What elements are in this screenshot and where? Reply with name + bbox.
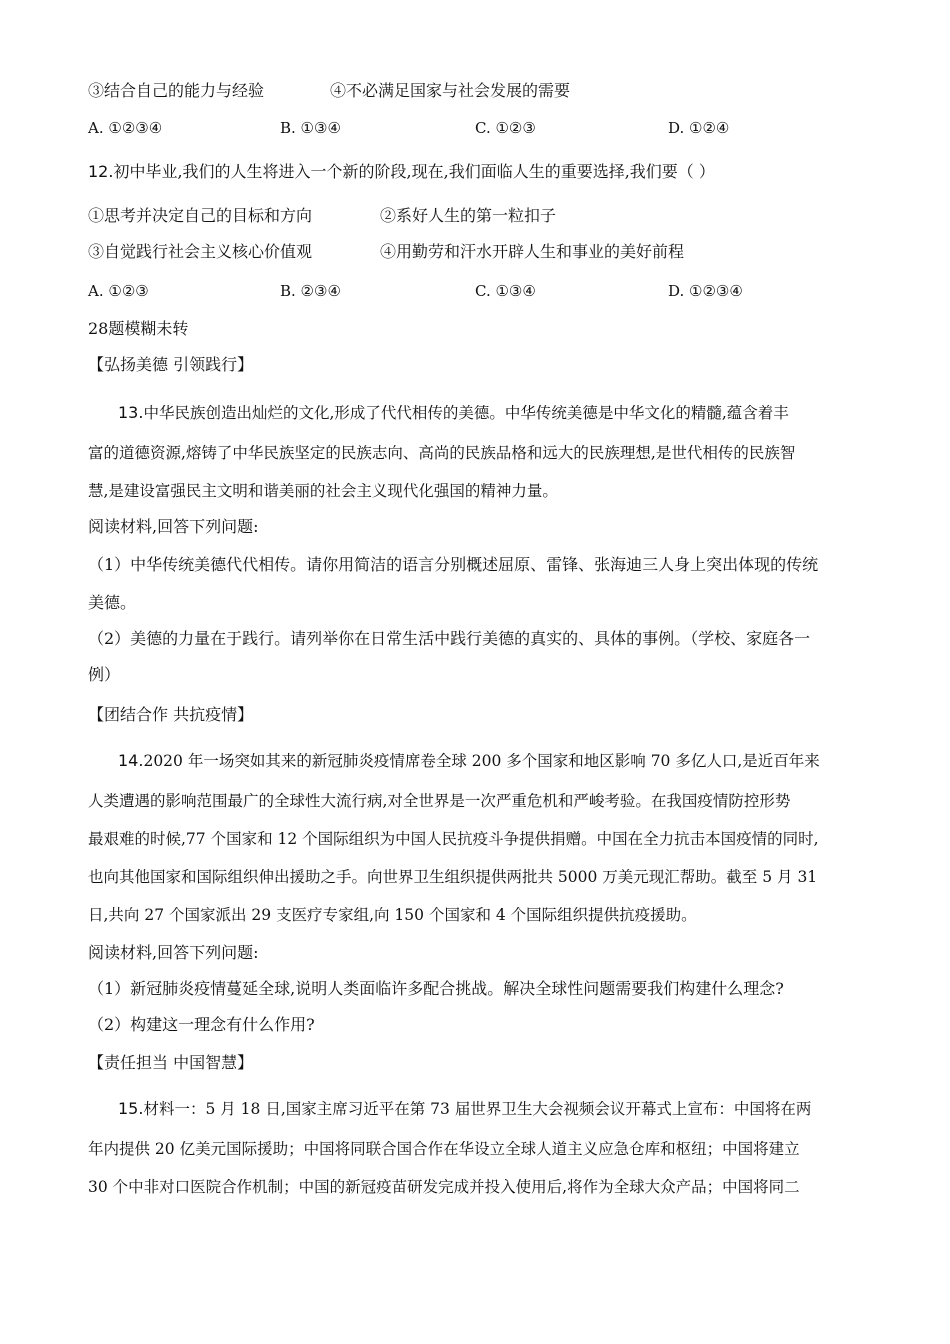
q13-sub2-line-2: 例） [88,665,121,684]
q12-stem [88,161,715,183]
q14-line-3: 最艰难的时候,77 个国家和 12 个国际组织为中国人民抗疫斗争提供捐赠。中国在全力抗击本国疫情的同时, [88,830,819,848]
q12-number: 12. [88,162,114,181]
q14-prompt: 阅读材料,回答下列问题: [88,943,259,962]
section-heading-3: 【责任担当 中国智慧】 [88,1053,254,1072]
q15-line-1 [118,1098,811,1120]
q11-option-c: C. ①②③ [475,119,536,137]
q14-sub1: （1）新冠肺炎疫情蔓延全球,说明人类面临许多配合挑战。解决全球性问题需要我们构建什么理念? [88,979,784,998]
q12-option-a: A. ①②③ [88,282,149,300]
q13-line-2: 富的道德资源,熔铸了中华民族坚定的民族志向、高尚的民族品格和远大的民族理想,是世代相传的民族智 [88,444,796,462]
q14-sub2: （2）构建这一理念有什么作用? [88,1015,315,1034]
q13-prompt: 阅读材料,回答下列问题: [88,517,259,536]
q14-number: 14. [118,751,144,770]
q12-option-c: C. ①③④ [475,282,536,300]
q14-line-1-text: 2020 年一场突如其来的新冠肺炎疫情席卷全球 200 多个国家和地区影响 70 多亿人口,是近百年来 [143,752,820,770]
q13-number: 13. [118,403,144,422]
q14-line-2: 人类遭遇的影响范围最广的全球性大流行病,对全世界是一次严重危机和严峻考验。在我国疫情防控形势 [88,792,791,810]
q11-choice-3: ③结合自己的能力与经验 [88,81,265,100]
q13-line-1 [118,402,789,424]
note-text: 28题模糊未转 [88,319,189,338]
section-heading-2: 【团结合作 共抗疫情】 [88,705,254,724]
q12-option-d: D. ①②③④ [668,282,743,300]
q12-choice-2: ②系好人生的第一粒扣子 [380,206,557,225]
q11-option-b: B. ①③④ [280,119,341,137]
q15-line-3: 30 个中非对口医院合作机制；中国的新冠疫苗研发完成并投入使用后,将作为全球大众产品；中国将同二 [88,1178,800,1196]
q15-line-1-text: 材料一：5 月 18 日,国家主席习近平在第 73 届世界卫生大会视频会议开幕式上宣布：中国将在两 [143,1100,812,1118]
q12-choice-3: ③自觉践行社会主义核心价值观 [88,242,313,261]
q13-line-1-text: 中华民族创造出灿烂的文化,形成了代代相传的美德。中华传统美德是中华文化的精髓,蕴含着丰 [143,404,789,422]
q12-stem-text: 初中毕业,我们的人生将进入一个新的阶段,现在,我们面临人生的重要选择,我们要（ ） [113,162,715,181]
q15-number: 15. [118,1099,144,1118]
q13-sub1-line-1: （1）中华传统美德代代相传。请你用简洁的语言分别概述屈原、雷锋、张海迪三人身上突出体现的传统 [88,555,819,574]
q15-line-2: 年内提供 20 亿美元国际援助；中国将同联合国合作在华设立全球人道主义应急仓库和枢纽；中国将建立 [88,1140,800,1158]
q13-line-3: 慧,是建设富强民主文明和谐美丽的社会主义现代化强国的精神力量。 [88,482,558,500]
q11-option-d: D. ①②④ [668,119,730,137]
q12-choice-4: ④用勤劳和汗水开辟人生和事业的美好前程 [380,242,685,261]
q11-choice-4: ④不必满足国家与社会发展的需要 [330,81,571,100]
q14-line-1 [118,750,820,772]
q11-option-a: A. ①②③④ [88,119,163,137]
section-heading-1: 【弘扬美德 引领践行】 [88,355,254,374]
q12-option-b: B. ②③④ [280,282,341,300]
q14-line-5: 日,共向 27 个国家派出 29 支医疗专家组,向 150 个国家和 4 个国际组织提供抗疫援助。 [88,906,697,924]
q14-line-4: 也向其他国家和国际组织伸出援助之手。向世界卫生组织提供两批共 5000 万美元现汇帮助。截至 5 月 31 [88,868,818,886]
q12-choice-1: ①思考并决定自己的目标和方向 [88,206,313,225]
q13-sub1-line-2: 美德。 [88,593,137,612]
q13-sub2-line-1: （2）美德的力量在于践行。请列举你在日常生活中践行美德的真实的、具体的事例。（学校、家庭各一 [88,629,811,648]
